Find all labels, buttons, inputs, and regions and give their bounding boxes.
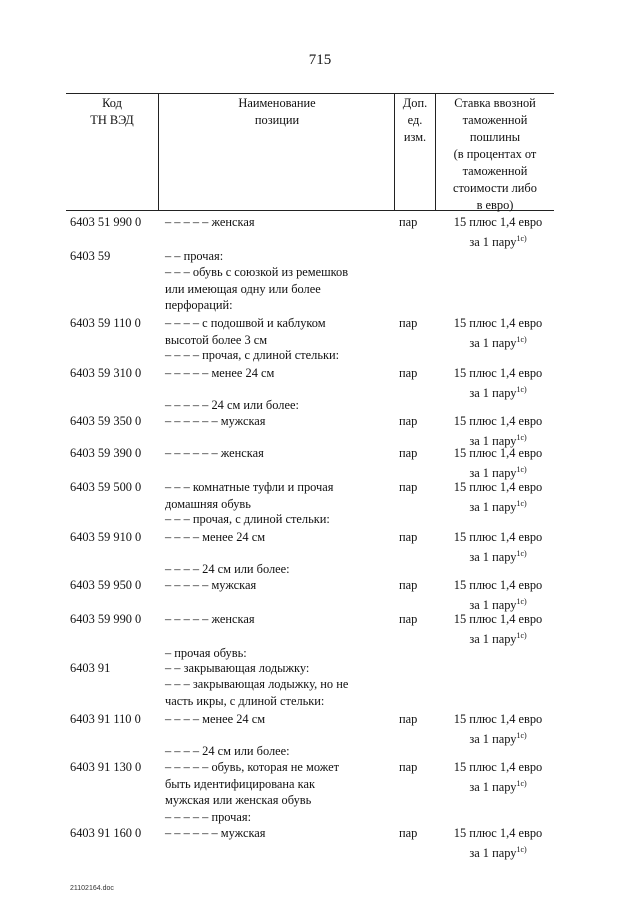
tariff-code: 6403 91 (70, 661, 111, 675)
duty-rate-per-unit (446, 628, 550, 648)
header-duty-rate: Ставка ввозной таможенной пошлины (в процентах от таможенной стоимости либо в евро) (453, 96, 537, 212)
duty-rate-per-pair: за 1 пару (469, 549, 517, 564)
tariff-code: 6403 51 990 0 (70, 215, 142, 229)
duty-rate (446, 825, 550, 861)
table-top-rule (66, 93, 554, 94)
tariff-code: 6403 91 130 0 (70, 760, 142, 774)
duty-rate-amount: 15 плюс 1,4 евро (453, 215, 543, 229)
duty-rate (446, 479, 550, 515)
footnote-marker: 1с) (516, 730, 527, 740)
duty-rate-per-pair: за 1 пару (469, 385, 517, 400)
duty-rate-per-pair: за 1 пару (469, 779, 517, 794)
duty-rate-amount: 15 плюс 1,4 евро (453, 414, 543, 428)
unit-of-measure: пар (399, 826, 418, 840)
duty-rate (446, 759, 550, 795)
unit-of-measure: пар (399, 578, 418, 592)
position-description: – – – – – – мужская (165, 826, 266, 840)
duty-rate-per-pair: за 1 пару (469, 234, 517, 249)
tariff-code: 6403 59 110 0 (70, 316, 141, 330)
duty-rate-amount: 15 плюс 1,4 евро (453, 446, 543, 460)
duty-rate (446, 529, 550, 565)
duty-rate-per-pair: за 1 пару (469, 335, 517, 350)
position-description: – – – – – прочая: (165, 810, 252, 824)
duty-rate-amount: 15 плюс 1,4 евро (453, 612, 543, 626)
tariff-code: 6403 59 350 0 (70, 414, 142, 428)
footnote-marker: 1с) (516, 596, 527, 606)
header-description: Наименование позиции (238, 96, 316, 127)
footer-filename: 21102164.doc (70, 885, 114, 892)
duty-rate-amount: 15 плюс 1,4 евро (453, 316, 543, 330)
position-description: – – – – – 24 см или более: (165, 398, 299, 412)
unit-of-measure: пар (399, 612, 418, 626)
tariff-code: 6403 59 990 0 (70, 612, 142, 626)
position-description: – – – – – – женская (165, 446, 264, 460)
duty-rate-per-unit (446, 546, 550, 566)
position-description: – – – – – обувь, которая не может быть идентифицирована как мужская или женская обувь (165, 760, 340, 807)
unit-of-measure: пар (399, 760, 418, 774)
position-description: – – – – менее 24 см (165, 530, 266, 544)
footnote-marker: 1с) (516, 778, 527, 788)
duty-rate-amount: 15 плюс 1,4 евро (453, 366, 543, 380)
unit-of-measure: пар (399, 366, 418, 380)
footnote-marker: 1с) (516, 334, 527, 344)
duty-rate-per-unit (446, 382, 550, 402)
position-description: – – – – прочая, с длиной стельки: (165, 348, 340, 362)
tariff-code: 6403 59 500 0 (70, 480, 142, 494)
duty-rate-per-unit (446, 231, 550, 251)
position-description: – – – – – женская (165, 612, 255, 626)
duty-rate-amount: 15 плюс 1,4 евро (453, 826, 543, 840)
duty-rate (446, 611, 550, 647)
duty-rate-per-pair: за 1 пару (469, 433, 517, 448)
position-description: – – – – с подошвой и каблуком высотой более 3 см (165, 316, 326, 347)
page-number: 715 (308, 52, 332, 68)
unit-of-measure: пар (399, 446, 418, 460)
duty-rate-per-unit (446, 728, 550, 748)
duty-rate-per-pair: за 1 пару (469, 597, 517, 612)
position-description: – – – – 24 см или более: (165, 744, 290, 758)
tariff-code: 6403 59 910 0 (70, 530, 142, 544)
unit-of-measure: пар (399, 530, 418, 544)
header-code: Код ТН ВЭД (90, 96, 134, 127)
tariff-code: 6403 59 950 0 (70, 578, 142, 592)
duty-rate-per-pair: за 1 пару (469, 631, 517, 646)
unit-of-measure: пар (399, 712, 418, 726)
tariff-code: 6403 91 160 0 (70, 826, 142, 840)
position-description: – – – – – женская (165, 215, 255, 229)
position-description: – – – обувь с союзкой из ремешков или имеющая одну или более перфораций: (165, 265, 349, 312)
position-description: – – – прочая, с длиной стельки: (165, 512, 330, 526)
tariff-code: 6403 59 310 0 (70, 366, 142, 380)
duty-rate-amount: 15 плюс 1,4 евро (453, 578, 543, 592)
position-description: – прочая обувь: (165, 646, 247, 660)
unit-of-measure: пар (399, 480, 418, 494)
column-divider (158, 93, 159, 210)
tariff-code: 6403 59 (70, 249, 111, 263)
tariff-code: 6403 91 110 0 (70, 712, 141, 726)
tariff-code: 6403 59 390 0 (70, 446, 142, 460)
duty-rate (446, 445, 550, 481)
duty-rate-per-unit (446, 842, 550, 862)
footnote-marker: 1с) (516, 384, 527, 394)
duty-rate (446, 711, 550, 747)
duty-rate (446, 413, 550, 449)
duty-rate (446, 214, 550, 250)
duty-rate-amount: 15 плюс 1,4 евро (453, 712, 543, 726)
duty-rate (446, 315, 550, 351)
unit-of-measure: пар (399, 414, 418, 428)
duty-rate-per-pair: за 1 пару (469, 845, 517, 860)
position-description: – – – – – – мужская (165, 414, 266, 428)
duty-rate-per-pair: за 1 пару (469, 499, 517, 514)
footnote-marker: 1с) (516, 233, 527, 243)
duty-rate-per-unit (446, 496, 550, 516)
duty-rate-amount: 15 плюс 1,4 евро (453, 530, 543, 544)
position-description: – – закрывающая лодыжку: (165, 661, 310, 675)
position-description: – – – закрывающая лодыжку, но не часть икры, с длиной стельки: (165, 677, 349, 708)
duty-rate (446, 577, 550, 613)
unit-of-measure: пар (399, 316, 418, 330)
duty-rate-amount: 15 плюс 1,4 евро (453, 760, 543, 774)
footnote-marker: 1с) (516, 498, 527, 508)
position-description: – – – – – менее 24 см (165, 366, 275, 380)
position-description: – – прочая: (165, 249, 224, 263)
duty-rate-per-pair: за 1 пару (469, 731, 517, 746)
duty-rate-amount: 15 плюс 1,4 евро (453, 480, 543, 494)
position-description: – – – комнатные туфли и прочая домашняя обувь (165, 480, 334, 511)
header-unit: Доп. ед. изм. (402, 96, 428, 144)
duty-rate-per-unit (446, 332, 550, 352)
footnote-marker: 1с) (516, 548, 527, 558)
duty-rate (446, 365, 550, 401)
position-description: – – – – менее 24 см (165, 712, 266, 726)
footnote-marker: 1с) (516, 432, 527, 442)
footnote-marker: 1с) (516, 844, 527, 854)
footnote-marker: 1с) (516, 630, 527, 640)
duty-rate-per-pair: за 1 пару (469, 465, 517, 480)
duty-rate-per-unit (446, 776, 550, 796)
position-description: – – – – – мужская (165, 578, 257, 592)
unit-of-measure: пар (399, 215, 418, 229)
footnote-marker: 1с) (516, 464, 527, 474)
position-description: – – – – 24 см или более: (165, 562, 290, 576)
